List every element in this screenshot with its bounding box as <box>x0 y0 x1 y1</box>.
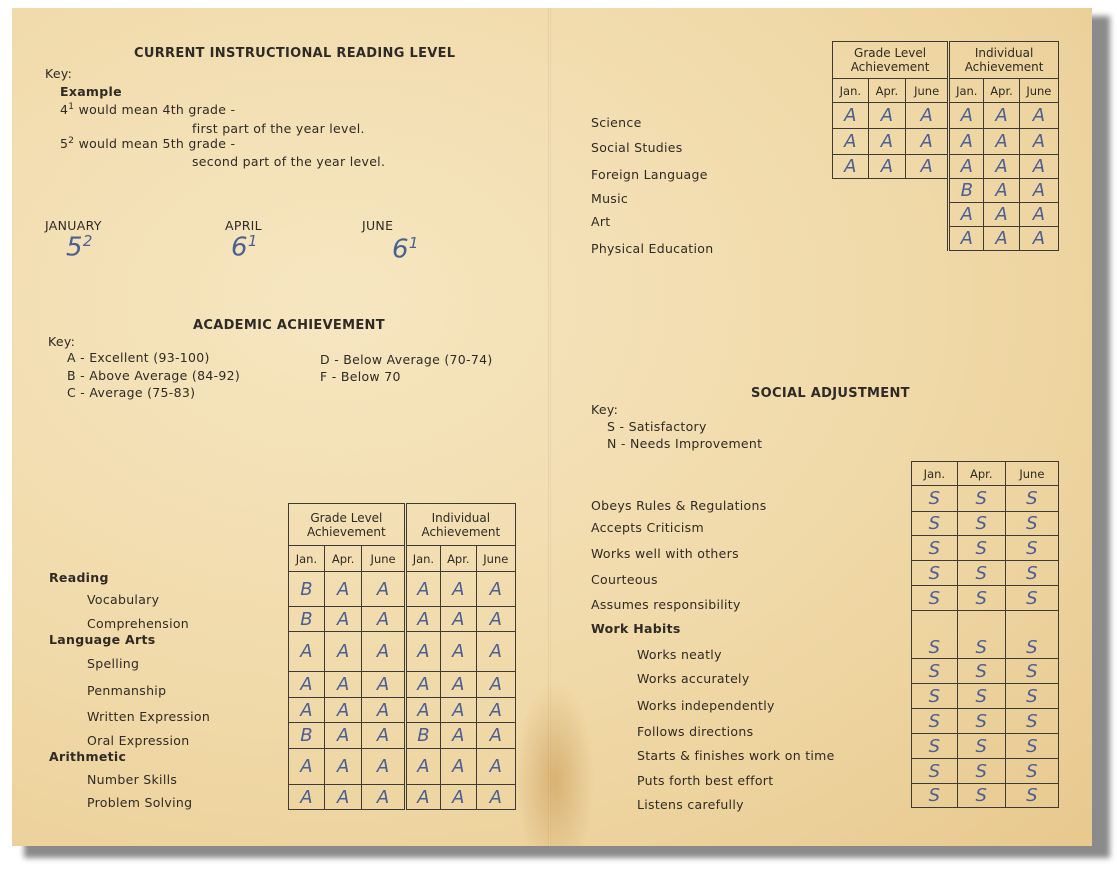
grade-cell: A <box>984 103 1019 129</box>
grade-cell: A <box>833 155 869 179</box>
grade-cell: A <box>441 607 477 632</box>
grade-cell: A <box>1019 227 1058 251</box>
grade-row-problem-solving <box>289 785 516 810</box>
social-listens: Listens carefully <box>637 797 744 812</box>
reading-example-line-2: $5^2$ would mean 5th grade - <box>60 136 236 152</box>
subject-penmanship: Penmanship <box>87 683 167 698</box>
grade-cell: A <box>362 607 405 632</box>
reading-example-line-1: $4^1$ would mean 4th grade - <box>60 102 236 118</box>
mark-cell: S <box>957 659 1005 684</box>
reading-example-line-2-cont: second part of the year level. <box>192 154 386 169</box>
grade-cell: A <box>1019 155 1058 179</box>
mark-cell: S <box>1005 586 1058 611</box>
grade-cell: A <box>289 672 325 698</box>
month-apr: Apr. <box>324 546 362 572</box>
mark-row <box>912 611 1059 659</box>
grade-cell: A <box>405 698 440 723</box>
social-starts-finishes: Starts & finishes work on time <box>637 748 835 763</box>
period-june-value: $6^1$ <box>392 234 419 265</box>
grade-cell: A <box>1019 203 1058 227</box>
academic-key-label: Key: <box>48 334 76 349</box>
mark-row <box>912 561 1059 586</box>
grade-cell: A <box>949 203 984 227</box>
subject-reading: Reading <box>49 570 109 585</box>
grade-row-spelling <box>289 632 516 672</box>
month-jan: Jan. <box>405 546 440 572</box>
academic-key-a: A - Excellent (93-100) <box>67 350 210 365</box>
mark-row <box>912 512 1059 536</box>
grade-cell: A <box>324 572 362 607</box>
grade-cell: A <box>906 155 949 179</box>
mark-cell: S <box>912 684 958 709</box>
grade-cell: A <box>362 632 405 672</box>
month-june: June <box>476 546 515 572</box>
reading-example-label: Example <box>60 84 122 99</box>
grade-cell: A <box>441 749 477 785</box>
mark-cell: S <box>957 734 1005 759</box>
mark-cell: S <box>1005 561 1058 586</box>
mark-cell: S <box>1005 486 1058 512</box>
mark-cell: S <box>1005 784 1058 808</box>
mark-row <box>912 486 1059 512</box>
subject-music: Music <box>591 191 629 206</box>
mark-cell: S <box>1005 759 1058 784</box>
grade-cell: A <box>362 698 405 723</box>
mark-cell: S <box>957 611 1005 659</box>
social-key-n: N - Needs Improvement <box>607 436 763 451</box>
month-jan: Jan. <box>949 79 984 103</box>
mark-cell: S <box>957 586 1005 611</box>
grade-cell: A <box>476 723 515 749</box>
reading-key-label: Key: <box>45 66 73 81</box>
mark-row <box>912 586 1059 611</box>
grade-cell: A <box>324 632 362 672</box>
social-key-s: S - Satisfactory <box>607 419 707 434</box>
mark-cell: S <box>912 611 958 659</box>
grade-cell: A <box>476 785 515 810</box>
grade-cell: A <box>405 607 440 632</box>
grade-cell: A <box>1019 129 1058 155</box>
grade-cell: A <box>476 672 515 698</box>
mark-row <box>912 684 1059 709</box>
mark-cell: S <box>912 486 958 512</box>
grade-cell: A <box>362 572 405 607</box>
grade-cell: A <box>476 607 515 632</box>
month-june: June <box>1019 79 1058 103</box>
mark-cell: S <box>912 536 958 561</box>
water-stain <box>515 680 595 846</box>
subject-physical-education: Physical Education <box>591 241 714 256</box>
grade-cell: A <box>441 632 477 672</box>
grade-row-art <box>833 203 1059 227</box>
grade-cell: A <box>324 723 362 749</box>
grade-cell: A <box>289 632 325 672</box>
grade-cell: B <box>949 179 984 203</box>
grade-cell: A <box>362 749 405 785</box>
month-jan: Jan. <box>833 79 869 103</box>
grade-cell: A <box>476 698 515 723</box>
subject-problem-solving: Problem Solving <box>87 795 193 810</box>
subject-foreign-language: Foreign Language <box>591 167 708 182</box>
mark-cell: S <box>957 684 1005 709</box>
grade-row-vocabulary <box>289 572 516 607</box>
grade-cell: A <box>833 103 869 129</box>
subject-language-arts: Language Arts <box>49 632 156 647</box>
grade-row-number-skills <box>289 749 516 785</box>
grade-cell: A <box>984 129 1019 155</box>
mark-cell: S <box>1005 734 1058 759</box>
social-obeys-rules: Obeys Rules & Regulations <box>591 498 767 513</box>
reading-example-line-1-cont: first part of the year level. <box>192 121 365 136</box>
grade-cell: B <box>289 723 325 749</box>
mark-cell: S <box>912 512 958 536</box>
mark-cell: S <box>1005 512 1058 536</box>
grade-cell: A <box>949 129 984 155</box>
subject-art: Art <box>591 214 611 229</box>
mark-cell: S <box>912 561 958 586</box>
subject-spelling: Spelling <box>87 656 140 671</box>
month-june: June <box>362 546 405 572</box>
grade-cell: A <box>868 155 905 179</box>
period-april-value: $6^1$ <box>231 232 258 263</box>
grade-cell: A <box>405 572 440 607</box>
mark-cell: S <box>1005 709 1058 734</box>
subject-arithmetic: Arithmetic <box>49 749 127 764</box>
grade-cell: B <box>289 572 325 607</box>
grade-cell: A <box>868 129 905 155</box>
mark-row <box>912 709 1059 734</box>
mark-cell: S <box>912 709 958 734</box>
grade-cell: A <box>476 632 515 672</box>
reading-level-title: CURRENT INSTRUCTIONAL READING LEVEL <box>134 46 456 61</box>
grade-cell: A <box>441 672 477 698</box>
grade-cell: A <box>405 749 440 785</box>
month-june: June <box>1005 462 1058 486</box>
subject-comprehension: Comprehension <box>87 616 190 631</box>
mark-cell: S <box>912 734 958 759</box>
social-work-habits: Work Habits <box>591 621 681 636</box>
grade-cell: A <box>289 749 325 785</box>
grade-cell: A <box>906 103 949 129</box>
grade-cell: A <box>441 698 477 723</box>
social-works-neatly: Works neatly <box>637 647 722 662</box>
mark-cell: S <box>957 486 1005 512</box>
academic-title: ACADEMIC ACHIEVEMENT <box>193 318 385 333</box>
period-april-label: APRIL <box>225 218 262 233</box>
social-works-well: Works well with others <box>591 546 739 561</box>
grade-level-header: Grade Level Achievement <box>289 504 406 546</box>
grade-cell: A <box>441 785 477 810</box>
period-june-label: JUNE <box>362 218 394 233</box>
grade-cell: A <box>324 672 362 698</box>
grade-cell: A <box>405 632 440 672</box>
grade-cell: A <box>476 572 515 607</box>
academic-key-c: C - Average (75-83) <box>67 385 196 400</box>
grade-cell: A <box>984 203 1019 227</box>
social-title: SOCIAL ADJUSTMENT <box>751 386 910 401</box>
grade-cell: A <box>362 672 405 698</box>
month-jan: Jan. <box>912 462 958 486</box>
month-apr: Apr. <box>868 79 905 103</box>
mark-cell: S <box>1005 536 1058 561</box>
grade-cell: B <box>405 723 440 749</box>
social-best-effort: Puts forth best effort <box>637 773 774 788</box>
grade-row-penmanship <box>289 672 516 698</box>
academic-grades-table <box>288 503 516 810</box>
grade-cell: A <box>405 672 440 698</box>
grade-cell: A <box>949 103 984 129</box>
mark-row <box>912 759 1059 784</box>
mark-cell: S <box>957 536 1005 561</box>
individual-header: Individual Achievement <box>949 42 1059 79</box>
social-accepts-criticism: Accepts Criticism <box>591 520 704 535</box>
grade-row-physical-education <box>833 227 1059 251</box>
grade-cell: A <box>441 723 477 749</box>
month-jan: Jan. <box>289 546 325 572</box>
grade-cell: A <box>1019 179 1058 203</box>
mark-row <box>912 536 1059 561</box>
mark-row <box>912 784 1059 808</box>
mark-cell: S <box>957 512 1005 536</box>
grade-cell: A <box>362 785 405 810</box>
mark-cell: S <box>912 784 958 808</box>
grade-cell: A <box>289 785 325 810</box>
mark-row <box>912 659 1059 684</box>
subject-science: Science <box>591 115 642 130</box>
social-assumes-responsibility: Assumes responsibility <box>591 597 741 612</box>
individual-header: Individual Achievement <box>405 504 515 546</box>
grade-row-oral-expression <box>289 723 516 749</box>
grade-cell: A <box>949 155 984 179</box>
academic-key-d: D - Below Average (70-74) <box>320 352 493 367</box>
grade-row-foreign-language <box>833 155 1059 179</box>
academic-key-f: F - Below 70 <box>320 369 401 384</box>
period-january-value: $5^2$ <box>66 232 93 263</box>
subject-vocabulary: Vocabulary <box>87 592 160 607</box>
mark-cell: S <box>1005 659 1058 684</box>
grade-cell: A <box>324 698 362 723</box>
mark-cell: S <box>1005 684 1058 709</box>
academic-grade-rows <box>289 572 516 810</box>
mark-cell: S <box>957 561 1005 586</box>
month-apr: Apr. <box>957 462 1005 486</box>
subject-social-studies: Social Studies <box>591 140 683 155</box>
grade-cell: A <box>868 103 905 129</box>
grade-cell: A <box>1019 103 1058 129</box>
mark-cell: S <box>912 759 958 784</box>
mark-cell: S <box>957 759 1005 784</box>
mark-cell: S <box>912 659 958 684</box>
grade-cell: A <box>324 785 362 810</box>
specials-grades-table <box>832 41 1059 251</box>
month-apr: Apr. <box>984 79 1019 103</box>
grade-cell: A <box>324 749 362 785</box>
mark-cell: S <box>912 586 958 611</box>
period-january-label: JANUARY <box>45 218 102 233</box>
social-key-label: Key: <box>591 402 619 417</box>
mark-row <box>912 734 1059 759</box>
grade-cell: A <box>984 227 1019 251</box>
grade-cell: B <box>289 607 325 632</box>
grade-cell: A <box>362 723 405 749</box>
grade-cell: A <box>289 698 325 723</box>
academic-key-b: B - Above Average (84-92) <box>67 368 241 383</box>
mark-cell: S <box>957 784 1005 808</box>
social-follows-directions: Follows directions <box>637 724 754 739</box>
grade-row-written-expression <box>289 698 516 723</box>
grade-row-music <box>833 179 1059 203</box>
grade-row-social-studies <box>833 129 1059 155</box>
grade-row-comprehension <box>289 607 516 632</box>
social-works-independently: Works independently <box>637 698 775 713</box>
grade-cell: A <box>984 179 1019 203</box>
grade-row-science <box>833 103 1059 129</box>
mark-cell: S <box>1005 611 1058 659</box>
grade-cell: A <box>476 749 515 785</box>
subject-written-expression: Written Expression <box>87 709 211 724</box>
social-marks-table <box>911 461 1059 808</box>
grade-cell: A <box>949 227 984 251</box>
month-june: June <box>906 79 949 103</box>
grade-level-header: Grade Level Achievement <box>833 42 949 79</box>
month-apr: Apr. <box>441 546 477 572</box>
grade-cell: A <box>324 607 362 632</box>
grade-cell: A <box>906 129 949 155</box>
subject-oral-expression: Oral Expression <box>87 733 190 748</box>
social-courteous: Courteous <box>591 572 658 587</box>
grade-cell: A <box>405 785 440 810</box>
grade-cell: A <box>833 129 869 155</box>
subject-number-skills: Number Skills <box>87 772 178 787</box>
grade-cell: A <box>441 572 477 607</box>
mark-cell: S <box>957 709 1005 734</box>
social-works-accurately: Works accurately <box>637 671 750 686</box>
grade-cell: A <box>984 155 1019 179</box>
